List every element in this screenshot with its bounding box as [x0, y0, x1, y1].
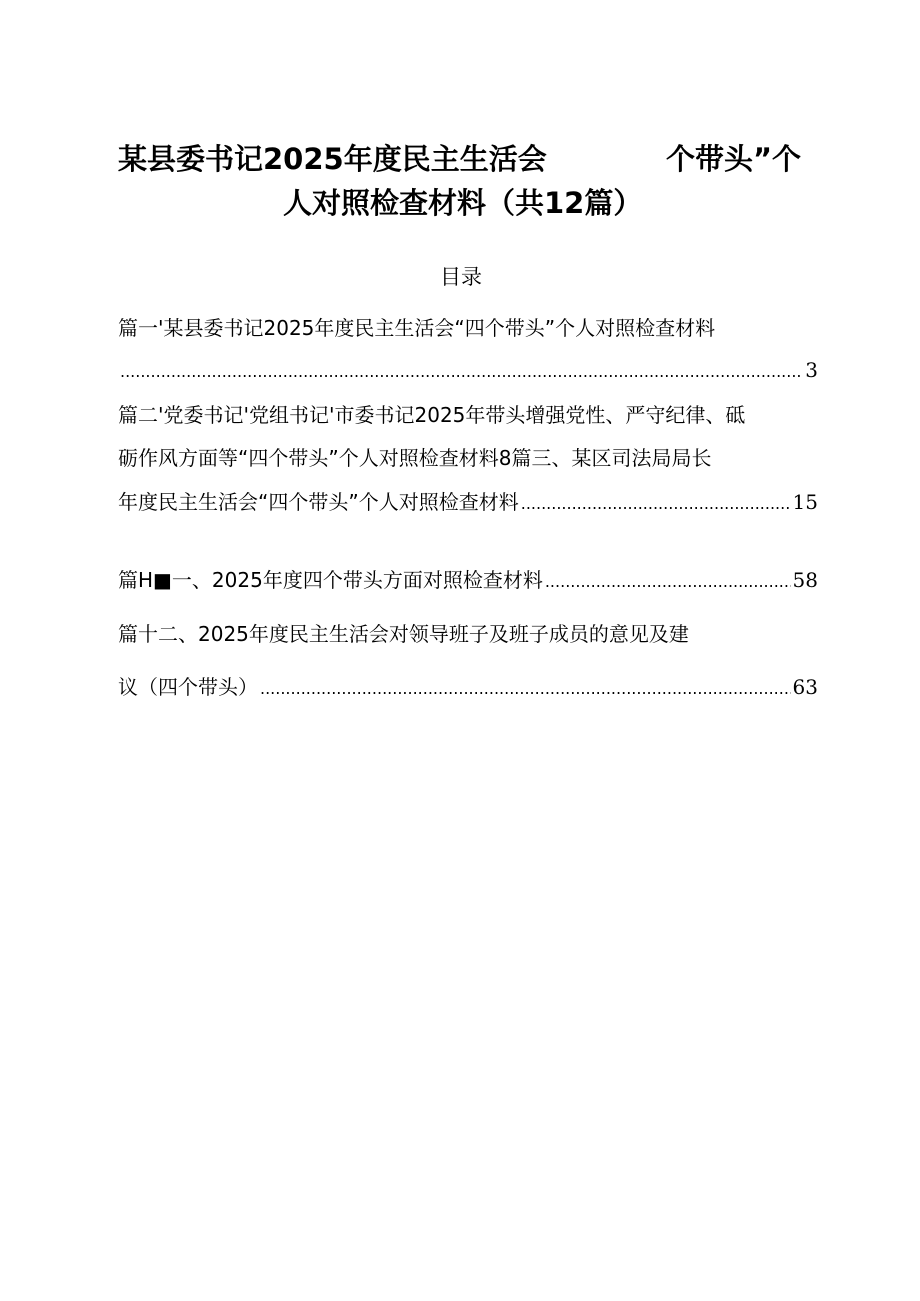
toc-entry-3-text: 篇H■一、2025年度四个带头方面对照检查材料	[118, 568, 543, 592]
toc-entry-1-page: 3	[805, 358, 818, 382]
toc-entry-1-leader-line[interactable]	[118, 356, 818, 386]
document-title-line1-left: 某县委书记2025年度民主生活会	[118, 142, 547, 176]
dot-leader	[545, 568, 791, 596]
dot-leader	[521, 490, 791, 518]
toc-entry-2-text-c: 年度民主生活会“四个带头”个人对照检查材料	[118, 490, 519, 514]
toc-entry-2-text-b[interactable]: 砺作风方面等“四个带头”个人对照检查材料8篇三、某区司法局局长	[118, 446, 712, 470]
toc-entry-4-leader-line[interactable]	[118, 673, 818, 703]
toc-entry-4-text-a[interactable]: 篇十二、2025年度民主生活会对领导班子及班子成员的意见及建	[118, 622, 689, 646]
document-title-line2: 人对照检查材料（共12篇）	[283, 186, 643, 220]
toc-entry-3-page: 58	[792, 568, 818, 592]
toc-entry-2-leader-line[interactable]	[118, 488, 818, 518]
toc-entry-2-text-a[interactable]: 篇二'党委书记'党组书记'市委书记2025年带头增强党性、严守纪律、砥	[118, 403, 746, 427]
toc-entry-3-leader-line[interactable]	[118, 566, 818, 596]
dot-leader	[120, 358, 803, 386]
toc-entry-2-page: 15	[792, 490, 818, 514]
dot-leader	[260, 675, 791, 703]
toc-entry-4-text-b: 议（四个带头）	[118, 675, 258, 699]
toc-entry-1-text[interactable]: 篇一'某县委书记2025年度民主生活会“四个带头”个人对照检查材料	[118, 316, 716, 340]
document-title-line1-right: 个带头”个	[666, 142, 802, 176]
toc-heading: 目录	[440, 265, 482, 289]
toc-entry-4-page: 63	[792, 675, 818, 699]
